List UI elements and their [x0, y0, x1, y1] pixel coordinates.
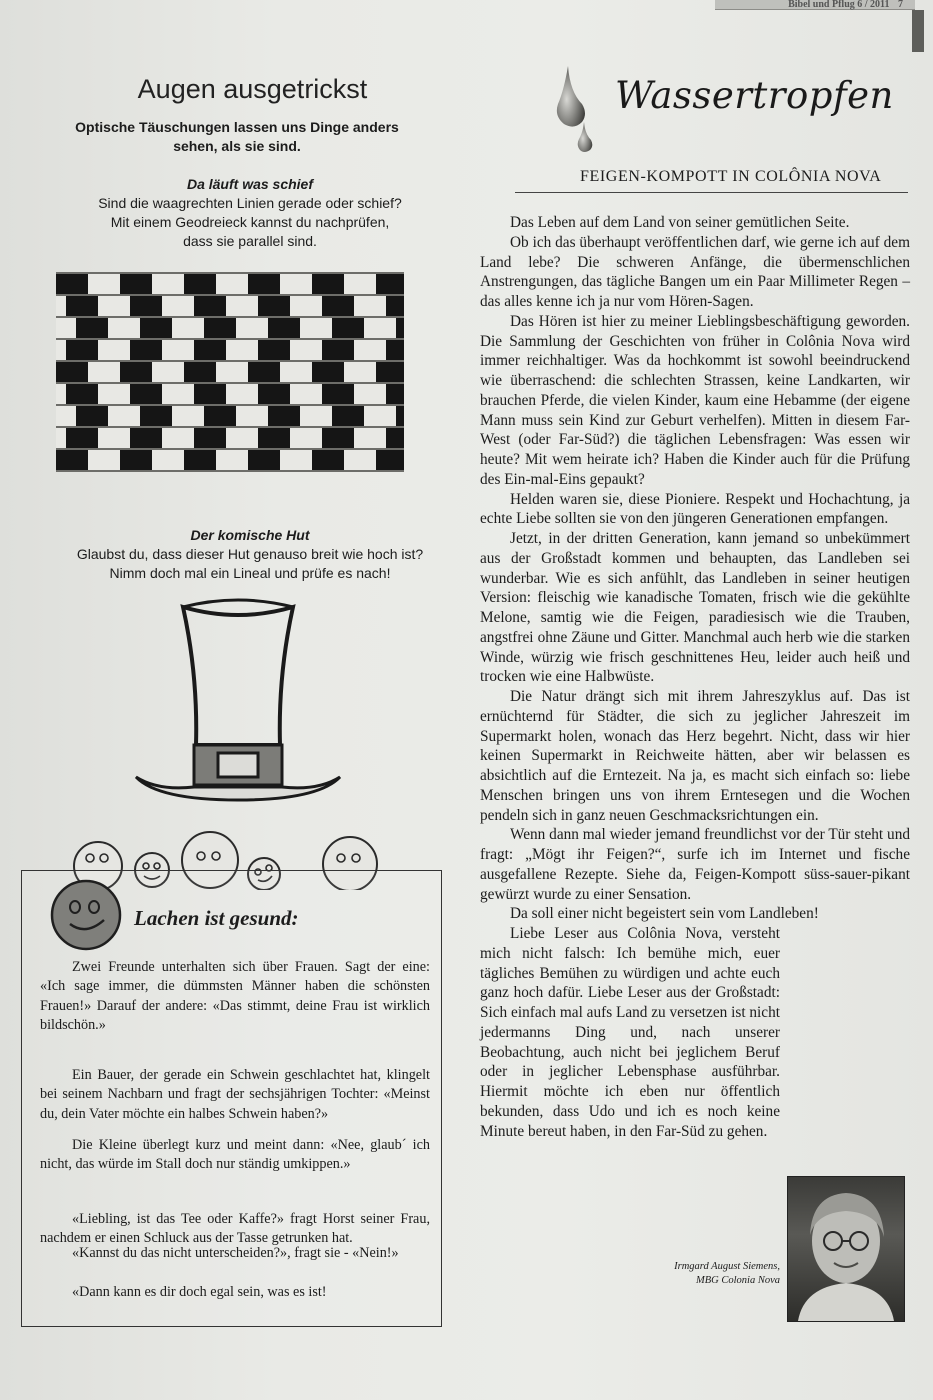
- section1-line: dass sie parallel sind.: [183, 233, 317, 249]
- page-number: 7: [898, 0, 903, 10]
- illusion-tile: [140, 318, 172, 338]
- illusion-tile: [66, 340, 98, 360]
- illusion-tile: [184, 362, 216, 382]
- illusion-mortar-line: [56, 426, 404, 428]
- illusion-tile: [248, 362, 280, 382]
- article-paragraph: Das Leben auf dem Land von seiner gemütlichen Seite.: [510, 214, 850, 231]
- illusion-tile: [66, 296, 98, 316]
- illusion-tile: [322, 296, 354, 316]
- cafe-wall-illusion: [56, 272, 404, 472]
- section1-text: [40, 194, 460, 251]
- article-paragraph: Wenn dann mal wieder jemand freundlichst vor der Tür steht und fragt: „Mögt ihr Feigen?“, surfe ich im Internet und fische ausgefallene Rezepte. Siehe da, Feigen-Kompott süss-sauer-pikant gewürzt wurde zu einer Sensation.: [480, 826, 910, 903]
- page-tab-marker: [912, 10, 924, 52]
- illusion-tile: [66, 428, 98, 448]
- section2-line: Glaubst du, dass dieser Hut genauso breit wie hoch ist?: [76, 546, 424, 562]
- article-paragraph: Helden waren sie, diese Pioniere. Respekt und Hochachtung, ja echte Liebe sollten sie von den jüngeren Generationen empfangen.: [480, 490, 910, 528]
- section2-line: Nimm doch mal ein Lineal und prüfe es nach!: [109, 565, 391, 581]
- water-drop-logo: [550, 62, 620, 162]
- illusion-tile: [130, 428, 162, 448]
- illusion-tile: [184, 450, 216, 470]
- section1-heading: Da läuft was schief: [186, 176, 314, 192]
- author-photo: [787, 1176, 905, 1322]
- illusion-mortar-line: [56, 338, 404, 340]
- illusion-tile: [332, 406, 364, 426]
- illusion-tile: [258, 340, 290, 360]
- illusion-tile: [194, 428, 226, 448]
- illusion-tile: [194, 384, 226, 404]
- illusion-tile: [66, 384, 98, 404]
- left-title: Augen ausgetrickst: [137, 74, 368, 104]
- illusion-mortar-line: [56, 404, 404, 406]
- article-body: [480, 213, 910, 1141]
- joke-2-punchline: Die Kleine überlegt kurz und meint dann: «Nee, glaub´ ich nicht, das würde im Stall doch nur ständig umkippen.»: [40, 1137, 430, 1173]
- illusion-tile: [386, 428, 404, 448]
- illusion-mortar-line: [56, 294, 404, 296]
- illusion-mortar-line: [56, 382, 404, 384]
- illusion-tile: [322, 340, 354, 360]
- article-title: FEIGEN-KOMPOTT IN COLÔNIA NOVA: [580, 168, 882, 185]
- joke-3-punchline: «Dann kann es dir doch egal sein, was es ist!: [72, 1284, 327, 1300]
- article-paragraph: Da soll einer nicht begeistert sein vom Landleben!: [510, 905, 819, 923]
- illusion-mortar-line: [56, 448, 404, 450]
- illusion-tile: [56, 450, 88, 470]
- illusion-tile: [258, 296, 290, 316]
- illusion-tile: [76, 406, 108, 426]
- joke-1: Zwei Freunde unterhalten sich über Frauen. Sagt der eine: «Ich sage immer, die dümmsten Männer haben die schönsten Frauen!» Darauf der andere: «Das stimmt, deine Frau ist wirklich bildschön.»: [40, 959, 430, 1034]
- top-hat-illusion: [128, 595, 348, 810]
- illusion-tile: [140, 406, 172, 426]
- illusion-tile: [184, 274, 216, 294]
- illusion-tile: [376, 274, 404, 294]
- illusion-tile: [386, 340, 404, 360]
- joke-2: Ein Bauer, der gerade ein Schwein geschlachtet hat, klingelt bei seinem Nachbarn und fragt der sechsjährigen Tochter: «Meinst du, dein Vater möchte ein halbes Schwein haben?»: [40, 1067, 430, 1122]
- illusion-tile: [76, 318, 108, 338]
- running-head-text: Bibel und Pflug 6 / 2011: [788, 0, 890, 10]
- title-rule: [515, 192, 908, 193]
- author-caption: [620, 1260, 780, 1288]
- illusion-tile: [258, 384, 290, 404]
- illusion-tile: [376, 450, 404, 470]
- illusion-tile: [322, 428, 354, 448]
- illusion-tile: [248, 450, 280, 470]
- illusion-tile: [120, 450, 152, 470]
- illusion-tile: [194, 340, 226, 360]
- section2-heading: Der komische Hut: [190, 527, 310, 543]
- illusion-tile: [120, 274, 152, 294]
- running-header: [715, 0, 915, 10]
- joke-3-reply: «Kannst du das nicht unterscheiden?», fragt sie - «Nein!»: [72, 1245, 399, 1261]
- article-paragraph: Jetzt, in der dritten Generation, kann jemand so unbekümmert aus der Großstadt kommen und behaupten, das Landleben sei wunderbar. Wie es sich anfühlt, das Landleben in seiner heutigen Version: fleischig wie kanadische Tomaten, frisch wie die gekühlte Melone, samtig wie die Feigen, paradiesisch wie die Trauben, angstfrei ohne Zäune und Gitter. Manchmal auch herb wie die starken Winde, würzig wie frisch geschnittenes Heu, leider auch heiß und trocken wie eine Halbwüste.: [480, 530, 910, 686]
- illusion-tile: [258, 428, 290, 448]
- article-paragraph: Liebe Leser aus Colônia Nova, versteht mich nicht falsch: Ich bemühe mich, euer tägliches Bemühen zu würdigen und achte euch ganz hoch dafür. Liebe Leser aus der Großstadt: Sich einfach mal aufs Land zu versetzen ist nicht jedermanns Ding und, nach unserer Beobachtung, auch nicht bei jeglichem Beruf oder in jeglicher Lebensphase ausführbar. Hiermit möchte ich eben nur öffentlich bekunden, dass Udo und ich es noch keine Minute bereut haben, in den Far-Süd zu gehen.: [480, 925, 780, 1140]
- big-smiley-icon: [48, 878, 124, 952]
- illusion-tile: [386, 384, 404, 404]
- section1-line: Mit einem Geodreieck kannst du nachprüfen,: [110, 214, 390, 230]
- illusion-tile: [386, 296, 404, 316]
- illusion-tile: [56, 362, 88, 382]
- author-portrait: [788, 1177, 904, 1321]
- illusion-tile: [312, 362, 344, 382]
- section1-line: Sind die waagrechten Linien gerade oder schief?: [98, 195, 402, 211]
- left-subtitle: Optische Täuschungen lassen uns Dinge anders sehen, als sie sind.: [75, 119, 399, 154]
- article-paragraph: Die Natur drängt sich mit ihrem Jahreszyklus auf. Das ist ernüchternd für Städter, die sich zu jeglicher Jahreszeit im Supermarkt holen, wonach das Herz begehrt. Nicht, dass wir hier keinen Supermarkt in Reichweite hätten, aber wir belassen es absichtlich auf die Erntezeit. Na ja, es macht sich einfach so: liebe Menschen bringen uns von ihrem Erntesegen und die Wochen pendeln sich in ganz neuen Geschmacksrichtungen ein.: [480, 688, 910, 824]
- author-name: Irmgard August Siemens,: [674, 1261, 780, 1272]
- illusion-tile: [130, 340, 162, 360]
- illusion-tile: [120, 362, 152, 382]
- illusion-tile: [396, 406, 404, 426]
- illusion-tile: [56, 274, 88, 294]
- illusion-mortar-line: [56, 316, 404, 318]
- illusion-tile: [312, 274, 344, 294]
- illusion-tile: [322, 384, 354, 404]
- illusion-mortar-line: [56, 470, 404, 472]
- illusion-tile: [268, 406, 300, 426]
- section2-text: [40, 545, 460, 583]
- illusion-tile: [194, 296, 226, 316]
- illusion-tile: [248, 274, 280, 294]
- jokes-title: Lachen ist gesund:: [134, 906, 299, 930]
- illusion-tile: [204, 318, 236, 338]
- joke-3: «Liebling, ist das Tee oder Kaffe?» fragt Horst seiner Frau, nachdem er einen Schluck aus der Tasse getrunken hat.: [40, 1211, 430, 1247]
- article-paragraph: Ob ich das überhaupt veröffentlichen darf, wie gerne ich auf dem Land lebe? Die schweren Anfänge, die übermenschlichen Anstrengungen, das tägliche Bangen um ein Paar Millimeter Regen – das alles kenne ich ja nur vom Hören-Sagen.: [480, 233, 910, 310]
- illusion-tile: [376, 362, 404, 382]
- illusion-tile: [130, 296, 162, 316]
- illusion-tile: [268, 318, 300, 338]
- illusion-tile: [312, 450, 344, 470]
- illusion-mortar-line: [56, 272, 404, 274]
- illusion-tile: [332, 318, 364, 338]
- illusion-tile: [396, 318, 404, 338]
- brand-wordmark: Wassertropfen: [615, 74, 894, 117]
- illusion-mortar-line: [56, 360, 404, 362]
- article-paragraph: Das Hören ist hier zu meiner Lieblingsbeschäftigung geworden. Die Sammlung der Geschichten von früher in Colônia Nova wird immer reichhaltiger. Was da hochkommt ist sowohl beeindruckend wie überraschend: die schlechten Strassen, keine Landkarten, wir brauchen Pferde, die vielen Kinder, kaum eine Hebamme (der eigene Mann muss sein Kind zur Geburt verhelfen). Mitten in diesem Far-West (oder Far-Süd?) die täglichen Lebensfragen: Was essen wir heute? Mit wem heirate ich? Haben die Kinder auch für die Prüfung des Ein-mal-Eins gepaukt?: [480, 312, 910, 488]
- author-org: MBG Colonia Nova: [696, 1275, 780, 1286]
- illusion-tile: [204, 406, 236, 426]
- illusion-tile: [130, 384, 162, 404]
